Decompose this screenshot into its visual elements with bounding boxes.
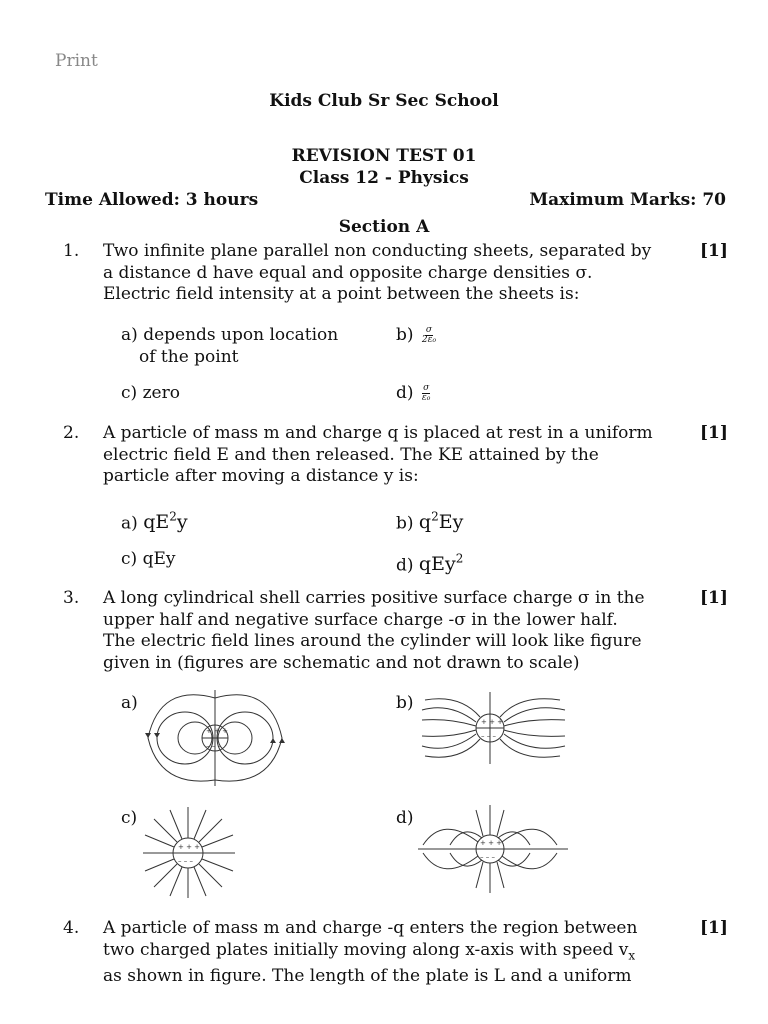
option-label: d)	[396, 808, 414, 828]
option-text: of the point	[139, 347, 239, 367]
question-number: 1.	[63, 241, 80, 261]
field-lines-figure-a	[140, 688, 290, 788]
svg-text:+ + +: + + +	[178, 843, 201, 851]
option-label: a)	[121, 693, 138, 713]
option-text: qEy	[142, 549, 176, 569]
print-link[interactable]: Print	[55, 51, 98, 71]
svg-text:– – –: – – –	[178, 857, 193, 865]
question-number: 4.	[63, 918, 80, 938]
question-line: as shown in figure. The length of the plate is L and a uniform	[103, 966, 632, 987]
option-a[interactable]	[121, 324, 338, 368]
question-marks: [1]	[700, 588, 728, 608]
option-b[interactable]	[396, 506, 463, 534]
option-text: qEy$^2$	[418, 552, 464, 576]
option-label: c)	[121, 549, 138, 569]
option-label: b)	[396, 693, 414, 713]
option-label: a)	[121, 513, 138, 534]
option-c[interactable]	[121, 382, 180, 404]
fraction	[422, 384, 430, 403]
fraction-denominator: 2ε₀	[421, 335, 437, 345]
question-line: given in (figures are schematic and not drawn to scale)	[103, 652, 580, 673]
section-title: Section A	[338, 217, 430, 237]
option-text: depends upon location	[143, 325, 339, 345]
question-line: electric field E and then released. The KE attained by the	[103, 444, 599, 465]
fraction-denominator: ε₀	[421, 393, 431, 403]
question-line: Two infinite plane parallel non conducting sheets, separated by	[103, 241, 652, 261]
class-subject: Class 12 - Physics	[299, 168, 469, 188]
option-label: d)	[396, 383, 414, 403]
school-name: Kids Club Sr Sec School	[269, 91, 499, 111]
question-line: particle after moving a distance y is:	[103, 466, 419, 486]
option-label: c)	[121, 383, 138, 403]
option-c[interactable]	[121, 807, 137, 829]
option-b[interactable]	[396, 692, 414, 714]
question-line: A long cylindrical shell carries positive surface charge σ in the	[103, 588, 645, 608]
svg-text:+ + +: + + +	[480, 839, 503, 847]
question-line: a distance d have equal and opposite charge densities σ.	[103, 262, 593, 283]
svg-text:– – –: – – –	[480, 853, 495, 861]
svg-text:– – –: – – –	[481, 732, 496, 740]
fraction	[422, 326, 436, 345]
question-marks: [1]	[700, 423, 728, 443]
option-d[interactable]	[396, 548, 463, 576]
option-label: d)	[396, 555, 414, 576]
question-marks: [1]	[700, 918, 728, 938]
field-lines-figure-d	[418, 805, 568, 895]
option-c[interactable]	[121, 548, 175, 570]
question-number: 3.	[63, 588, 80, 608]
question-line: Electric field intensity at a point between the sheets is:	[103, 284, 580, 304]
option-d[interactable]	[396, 807, 414, 829]
test-title: REVISION TEST 01	[291, 146, 477, 166]
question-text	[103, 588, 693, 674]
time-allowed: Time Allowed: 3 hours	[45, 190, 259, 210]
question-number: 2.	[63, 423, 80, 443]
fraction-numerator: σ	[425, 325, 433, 335]
svg-text:– – –: – – –	[206, 742, 221, 750]
question-text	[103, 241, 693, 306]
maximum-marks: Maximum Marks: 70	[529, 190, 726, 210]
option-b[interactable]	[396, 324, 436, 346]
svg-text:+ + +: + + +	[206, 727, 229, 735]
option-text: $q^2Ey$	[418, 510, 464, 534]
option-label: b)	[396, 325, 414, 345]
question-line: A particle of mass m and charge -q enters the region between	[103, 918, 638, 938]
svg-text:+ + +: + + +	[481, 718, 504, 726]
option-text: $qE^2y$	[143, 510, 188, 534]
option-a[interactable]	[121, 506, 188, 534]
field-lines-figure-c	[140, 805, 240, 900]
question-line: A particle of mass m and charge q is placed at rest in a uniform	[103, 423, 653, 443]
question-text	[103, 423, 693, 488]
question-marks: [1]	[700, 241, 728, 261]
question-line: two charged plates initially moving along x-axis with speed $v_x$	[103, 939, 636, 962]
option-label: a)	[121, 325, 138, 345]
option-d[interactable]	[396, 382, 430, 404]
option-text: zero	[142, 383, 180, 403]
question-line: upper half and negative surface charge -σ in the lower half.	[103, 609, 618, 630]
option-a[interactable]	[121, 692, 138, 714]
question-line: The electric field lines around the cylinder will look like figure	[103, 631, 642, 651]
option-label: c)	[121, 808, 138, 828]
option-label: b)	[396, 513, 414, 534]
field-lines-figure-b	[420, 692, 570, 764]
question-text	[103, 918, 693, 988]
fraction-numerator: σ	[423, 383, 430, 393]
